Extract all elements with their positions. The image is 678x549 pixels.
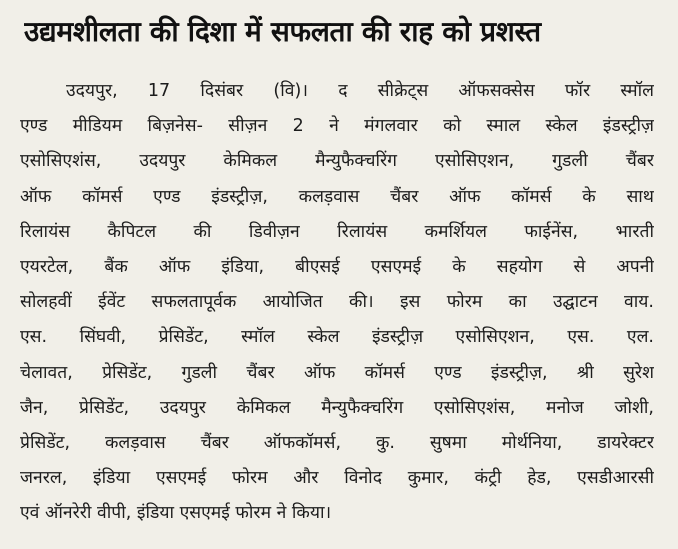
article-line: एण्ड मीडियम बिज़नेस- सीज़न 2 ने मंगलवार को स्माल स्केल इंडस्ट्रीज़	[20, 116, 654, 137]
article-line: चेलावत, प्रेसिडेंट, गुडली चैंबर ऑफ कॉमर्स एण्ड इंडस्ट्रीज़, श्री सुरेश	[20, 362, 654, 383]
article-line: रिलायंस कैपिटल की डिवीज़न रिलायंस कमर्शियल फाईनेंस, भारती	[20, 221, 654, 242]
next-line-bleed	[330, 541, 450, 549]
article-line: जैन, प्रेसिडेंट, उदयपुर केमिकल मैन्युफैक्चरिंग एसोसिएशंस, मनोज जोशी,	[20, 397, 654, 418]
article-line: जनरल, इंडिया एसएमई फोरम और विनोद कुमार, कंट्री हेड, एसडीआरसी	[20, 468, 654, 489]
headline: उद्यमशीलता की दिशा में सफलता की राह को प्रशस्त	[24, 15, 541, 48]
article-line: एयरटेल, बैंक ऑफ इंडिया, बीएसई एसएमई के सहयोग से अपनी	[20, 256, 654, 277]
article-line: एस. सिंघवी, प्रेसिडेंट, स्मॉल स्केल इंडस्ट्रीज़ एसोसिएशन, एस. एल.	[20, 327, 654, 348]
article-line: एसोसिएशंस, उदयपुर केमिकल मैन्युफैक्चरिंग एसोसिएशन, गुडली चैंबर	[20, 151, 654, 172]
article-line: ऑफ कॉमर्स एण्ड इंडस्ट्रीज़, कलड़वास चैंबर ऑफ कॉमर्स के साथ	[20, 186, 654, 207]
article-body	[20, 74, 654, 531]
article-line: एवं ऑनरेरी वीपी, इंडिया एसएमई फोरम ने किया।	[20, 503, 332, 524]
article-line: उदयपुर, 17 दिसंबर (वि)। द सीक्रेट्स ऑफसक्सेस फॉर स्मॉल	[66, 81, 654, 101]
article-line: प्रेसिडेंट, कलड़वास चैंबर ऑफकॉमर्स, कु. सुषमा मोर्थनिया, डायरेक्टर	[20, 432, 654, 453]
article-line: सोलहवीं ईवेंट सफलतापूर्वक आयोजित की। इस फोरम का उद्घाटन वाय.	[20, 292, 654, 313]
